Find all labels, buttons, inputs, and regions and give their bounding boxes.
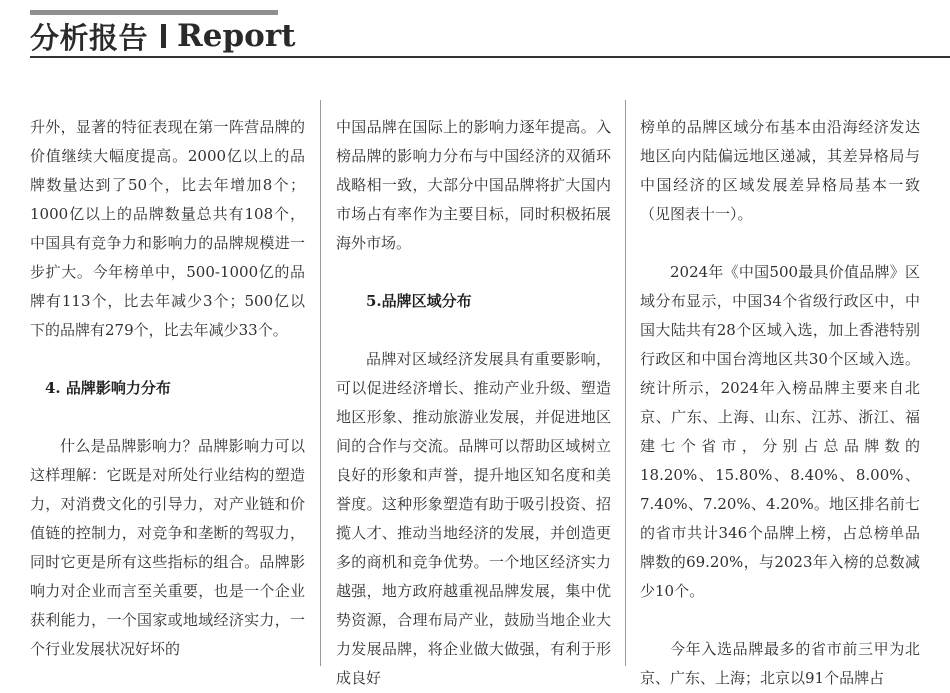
header-rule	[30, 56, 950, 58]
paragraph: 今年入选品牌最多的省市前三甲为北京、广东、上海；北京以91个品牌占	[640, 640, 920, 687]
column-divider	[320, 100, 321, 666]
header-accent-bar	[30, 10, 278, 15]
title-separator	[161, 24, 166, 48]
section-title-cn: 分析报告	[30, 20, 149, 55]
text-column-2	[336, 113, 611, 693]
column-divider	[625, 100, 626, 666]
paragraph: 品牌对区域经济发展具有重要影响，可以促进经济增长、推动产业升级、塑造地区形象、推动旅游业发展，并促进地区间的合作与交流。品牌可以帮助区域树立良好的形象和声誉，提升地区知名度和美誉度。这种形象塑造有助于吸引投资、招揽人才、推动当地经济的发展，并创造更多的商机和竞争优势。一个地区经济实力越强，地方政府越重视品牌发展，集中优势资源，合理布局产业，鼓励当地企业大力发展品牌，将企业做大做强，有利于形成良好	[336, 350, 611, 687]
paragraph: 什么是品牌影响力？品牌影响力可以这样理解：它既是对所处行业结构的塑造力，对消费文化的引导力，对产业链和价值链的控制力，对竞争和垄断的驾驭力，同时它更是所有这些指标的组合。品牌影响力对企业而言至关重要，也是一个企业获利能力，一个国家或地域经济实力，一个行业发展状况好坏的	[30, 437, 305, 658]
section-title	[30, 16, 296, 56]
section-heading-brand-influence: 4. 品牌影响力分布	[45, 379, 171, 397]
section-title-en: Report	[177, 18, 296, 54]
paragraph: 2024年《中国500最具价值品牌》区域分布显示，中国34个省级行政区中，中国大陆共有28个区域入选，加上香港特别行政区和中国台湾地区共30个区域入选。统计所示，2024年入榜品牌主要来自北京、广东、上海、山东、江苏、浙江、福建七个省市，分别占总品牌数的18.20%、15.80%、8.40%、8.00%、7.40%、7.20%、4.20%。地区排名前七的省市共计346个品牌上榜，占总榜单品牌数的69.20%，与2023年入榜的总数减少10个。	[640, 263, 920, 600]
text-column-3	[640, 113, 920, 693]
section-heading-brand-region: 5.品牌区域分布	[366, 292, 472, 310]
paragraph: 中国品牌在国际上的影响力逐年提高。入榜品牌的影响力分布与中国经济的双循环战略相一致，大部分中国品牌将扩大国内市场占有率作为主要目标，同时积极拓展海外市场。	[336, 118, 611, 252]
page-header	[0, 0, 950, 62]
text-column-1	[30, 113, 305, 664]
paragraph: 榜单的品牌区域分布基本由沿海经济发达地区向内陆偏远地区递减，其差异格局与中国经济的区域发展差异格局基本一致（见图表十一）。	[640, 118, 920, 223]
paragraph: 升外，显著的特征表现在第一阵营品牌的价值继续大幅度提高。2000亿以上的品牌数量达到了50个，比去年增加8个；1000亿以上的品牌数量总共有108个，中国具有竞争力和影响力的品牌规模进一步扩大。今年榜单中，500-1000亿的品牌有113个，比去年减少3个；500亿以下的品牌有279个，比去年减少33个。	[30, 118, 305, 339]
